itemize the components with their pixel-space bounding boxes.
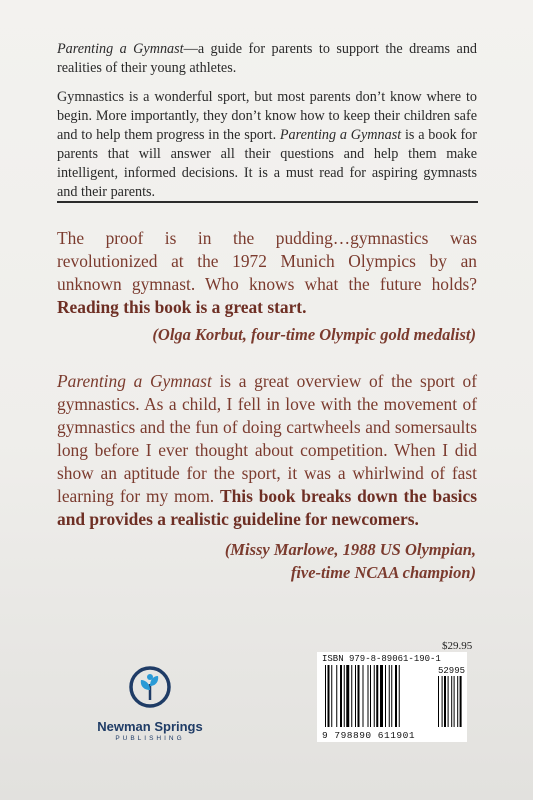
quote-attribution-1: (Olga Korbut, four-time Olympic gold medalist) xyxy=(152,325,476,344)
book-title-italic: Parenting a Gymnast xyxy=(57,41,184,57)
testimonial-quote-1 xyxy=(57,227,477,319)
testimonial-quote-2 xyxy=(57,370,477,531)
quote-text: is a great overview of the sport of gymnastics. As a child, I fell in love with the movement of gymnastics and the fun of doing cartwheels and somersaults long before I ever thought about competition. When I did show an aptitude for the sport, it was a whirlwind of fast learning for my mom. xyxy=(57,371,477,506)
book-description xyxy=(57,40,477,212)
description-text: Gymnastics is a wonderful sport, but most parents don’t know where to begin. More importantly, they don’t know how to keep their children safe and to help them progress in the sport. xyxy=(57,89,477,143)
publisher-logo xyxy=(85,664,215,742)
publisher-tagline: PUBLISHING xyxy=(115,735,185,742)
divider-line xyxy=(57,201,478,203)
price-label: $29.95 xyxy=(442,640,473,652)
isbn-text: ISBN 979-8-89061-190-1 xyxy=(322,654,441,664)
quote-text: The proof is in the pudding…gymnastics was revolutionized at the 1972 Munich Olympics by an unknown gymnast. Who knows what the future holds? xyxy=(57,228,477,294)
book-title-italic: Parenting a Gymnast xyxy=(57,371,212,391)
description-text: is a book for parents that will answer all their questions and help them make intelligent, informed decisions. It is a must read for aspiring gymnasts and their parents. xyxy=(57,127,477,200)
addon-barcode-icon xyxy=(438,676,464,727)
publisher-name: Newman Springs xyxy=(97,719,203,734)
price-code: 52995 xyxy=(438,666,466,676)
description-text: —a guide for parents to support the dreams and realities of their young athletes. xyxy=(57,41,478,76)
quote-attribution-2 xyxy=(225,538,476,584)
attribution-line: five-time NCAA champion) xyxy=(290,563,476,582)
publisher-emblem-icon xyxy=(127,664,173,710)
quote-bold-text: Reading this book is a great start. xyxy=(57,297,307,317)
book-title-italic: Parenting a Gymnast xyxy=(279,127,402,143)
attribution-line: (Missy Marlowe, 1988 US Olympian, xyxy=(224,540,476,559)
description-paragraph-2 xyxy=(57,88,477,202)
quote-bold-text: This book breaks down the basics and provides a realistic guideline for newcomers. xyxy=(57,486,477,529)
barcode-icon xyxy=(325,665,430,727)
description-paragraph-1 xyxy=(57,40,477,78)
barcode-number: 9 798890 611901 xyxy=(322,730,416,741)
